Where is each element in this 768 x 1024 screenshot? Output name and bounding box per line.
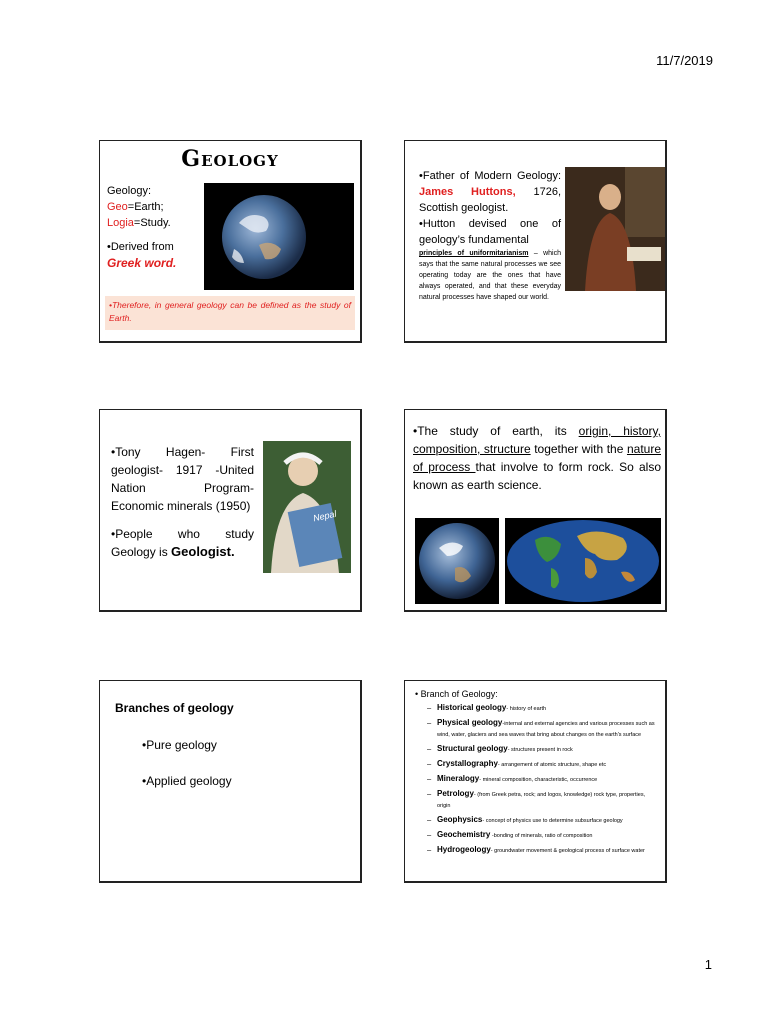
- principles-description: – which says that the same natural processes we see operating today are the ones that have always operated, and that these everyday natural processes have shaped our world.: [419, 250, 561, 301]
- list-item: – Physical geology-internal and external agencies and various processes such as wind, water, glaciers and sea waves that bring about changes on the earth's surface: [427, 718, 655, 738]
- branch-desc: - groundwater movement & geological process of surface water: [490, 848, 645, 854]
- page-number: 1: [704, 957, 712, 972]
- geo-term: Geo: [107, 201, 128, 213]
- branch-desc: - concept of physics use to determine subsurface geology: [482, 818, 623, 824]
- pure-geology-item: •Pure geology: [142, 738, 217, 752]
- branch-heading: • Branch of Geology:: [415, 689, 498, 699]
- text-part-1: •The study of earth, its: [413, 424, 579, 438]
- branch-term: Petrology: [437, 789, 474, 798]
- geo-definition: =Earth;: [127, 201, 164, 213]
- branch-desc: - mineral composition, characteristic, occurrence: [479, 777, 598, 783]
- uniformitarianism-text: [419, 248, 561, 303]
- father-intro: •Father of Modern Geology:: [419, 170, 561, 182]
- logia-line: [107, 215, 207, 231]
- branch-desc: -bonding of minerals, ratio of composition: [490, 833, 593, 839]
- slide-title: Geology: [181, 146, 279, 172]
- slide-tony-hagen: [99, 409, 362, 612]
- branch-desc: - (from Greek petra, rock; and logos, knowledge) rock type, properties, origin: [437, 792, 646, 809]
- hutton-year: 1726, Scottish geologist.: [419, 186, 561, 214]
- list-item: – Hydrogeology- groundwater movement & geological process of surface water: [427, 845, 645, 854]
- branch-desc: -internal and external agencies and various processes such as wind, water, glaciers and sea waves that bring about changes on the earth's surface: [437, 721, 655, 738]
- slide-father-of-geology: [404, 140, 667, 343]
- branch-term: Structural geology: [437, 744, 508, 753]
- branch-desc: - structures present in rock: [507, 747, 573, 753]
- applied-geology-item: •Applied geology: [142, 774, 232, 788]
- world-map-image: [505, 518, 661, 604]
- origin-history-underlined: origin, history, composition, structure: [413, 424, 661, 456]
- tony-hagen-text: [111, 443, 254, 561]
- principles-term: principles of uniformitarianism: [419, 250, 529, 257]
- tony-hagen-bio: •Tony Hagen- First geologist- 1917 -United Nation Program- Economic minerals (1950): [111, 445, 254, 513]
- slide-geology-definition: [99, 140, 362, 343]
- geology-label: Geology:: [107, 185, 152, 197]
- list-item: – Geochemistry -bonding of minerals, ratio of composition: [427, 830, 593, 839]
- text-part-3: that involve to form rock. So also known as earth science.: [413, 460, 661, 492]
- earth-photo: [204, 183, 354, 290]
- text-part-2: together with the: [530, 442, 627, 456]
- list-item: – Crystallography- arrangement of atomic structure, shape etc: [427, 759, 607, 768]
- people-who-study: [111, 525, 254, 561]
- list-item: – Structural geology- structures present in rock: [427, 744, 573, 753]
- geologist-term: Geologist.: [171, 544, 235, 559]
- logia-term: Logia: [107, 217, 134, 229]
- definition-note: •Therefore, in general geology can be defined as the study of Earth.: [105, 296, 355, 330]
- hutton-devised: •Hutton devised one of geology’s fundamental: [419, 218, 561, 246]
- slide-study-of-earth: [404, 409, 667, 612]
- nature-of-process-underlined: nature of process: [413, 442, 661, 474]
- branch-term: Geophysics: [437, 815, 483, 824]
- hutton-name: James Huttons,: [419, 186, 516, 198]
- branch-list: [427, 703, 659, 860]
- slide-branch-list: [404, 680, 667, 883]
- branch-term: Physical geology: [437, 718, 503, 727]
- list-item: – Geophysics- concept of physics use to determine subsurface geology: [427, 815, 623, 824]
- list-item: – Historical geology- history of earth: [427, 703, 547, 712]
- book-label: Nepal: [312, 508, 338, 524]
- geo-line: [107, 199, 207, 215]
- branch-term: Hydrogeology: [437, 845, 491, 854]
- earth-globe-photo: [415, 518, 499, 604]
- branch-desc: - arrangement of atomic structure, shape etc: [497, 762, 607, 768]
- branch-term: Mineralogy: [437, 774, 480, 783]
- people-text: •People who study Geology is: [111, 527, 254, 559]
- greek-word-text: Greek word.: [107, 256, 177, 270]
- slide-branches: [99, 680, 362, 883]
- branch-term: Geochemistry: [437, 830, 491, 839]
- study-of-earth-text: [413, 422, 661, 494]
- branch-desc: - history of earth: [506, 706, 547, 712]
- branch-term: Historical geology: [437, 703, 507, 712]
- list-item: – Petrology- (from Greek petra, rock; and logos, knowledge) rock type, properties, origin: [427, 789, 646, 809]
- list-item: – Mineralogy- mineral composition, characteristic, occurrence: [427, 774, 598, 783]
- branch-term: Crystallography: [437, 759, 498, 768]
- logia-definition: =Study.: [133, 217, 171, 229]
- definition-text: [107, 183, 207, 271]
- hutton-portrait: [565, 167, 665, 291]
- derived-from-text: •Derived from: [107, 241, 174, 253]
- print-date: 11/7/2019: [656, 53, 713, 68]
- tony-hagen-photo: [263, 441, 351, 573]
- branches-title: Branches of geology: [115, 701, 234, 715]
- hutton-text: [419, 168, 561, 303]
